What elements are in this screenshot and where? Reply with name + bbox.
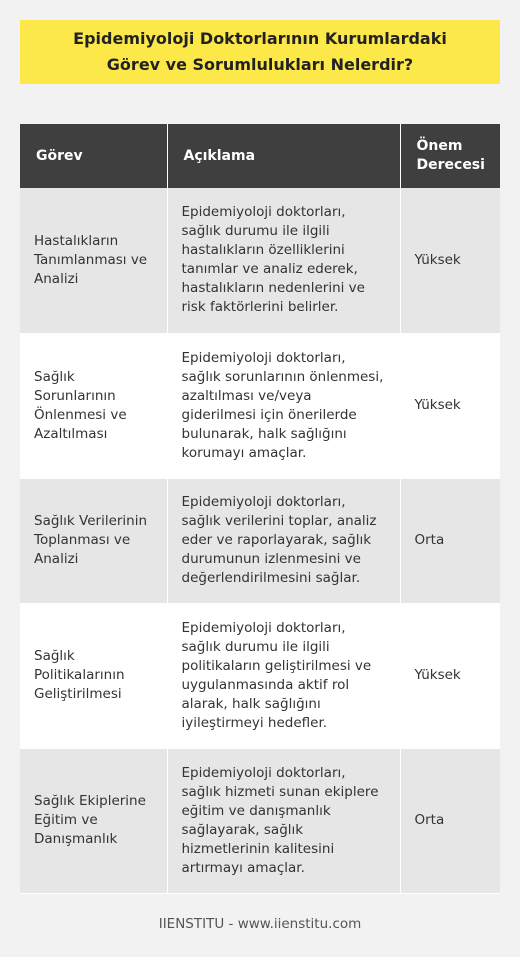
table-row bbox=[20, 333, 500, 478]
importance-cell: Yüksek bbox=[400, 333, 500, 478]
importance-cell: Yüksek bbox=[400, 188, 500, 333]
importance-cell: Yüksek bbox=[400, 603, 500, 748]
importance-cell: Orta bbox=[400, 748, 500, 893]
task-cell: Hastalıkların Tanımlanması ve Analizi bbox=[20, 188, 167, 333]
description-cell: Epidemiyoloji doktorları, sağlık sorunlarının önlenmesi, azaltılması ve/veya giderilmesi için önerilerde bulunarak, halk sağlığını korumayı amaçlar. bbox=[167, 333, 400, 478]
description-cell: Epidemiyoloji doktorları, sağlık verilerini toplar, analiz eder ve raporlayarak, sağlık durumunun izlenmesini ve değerlendirilmesini sağlar. bbox=[167, 478, 400, 603]
table-row bbox=[20, 748, 500, 893]
task-cell: Sağlık Sorunlarının Önlenmesi ve Azaltılması bbox=[20, 333, 167, 478]
table-row bbox=[20, 188, 500, 333]
task-cell: Sağlık Verilerinin Toplanması ve Analizi bbox=[20, 478, 167, 603]
duties-table bbox=[20, 124, 500, 894]
task-cell: Sağlık Ekiplerine Eğitim ve Danışmanlık bbox=[20, 748, 167, 893]
importance-cell: Orta bbox=[400, 478, 500, 603]
footer-credit: IIENSTITU - www.iienstitu.com bbox=[158, 916, 362, 932]
table-header-row bbox=[20, 124, 500, 188]
header-importance: Önem Derecesi bbox=[400, 124, 500, 188]
table-row bbox=[20, 603, 500, 748]
description-cell: Epidemiyoloji doktorları, sağlık hizmeti sunan ekiplere eğitim ve danışmanlık sağlayarak, sağlık hizmetlerinin kalitesini artırmayı amaçlar. bbox=[167, 748, 400, 893]
description-cell: Epidemiyoloji doktorları, sağlık durumu ile ilgili hastalıkların özelliklerini tanımlar ve analiz ederek, hastalıkların nedenlerini ve risk faktörlerini belirler. bbox=[167, 188, 400, 333]
page-title: Epidemiyoloji Doktorlarının Kurumlardaki Görev ve Sorumlulukları Nelerdir? bbox=[73, 29, 447, 74]
description-cell: Epidemiyoloji doktorları, sağlık durumu ile ilgili politikaların geliştirilmesi ve uygulanmasında aktif rol alarak, halk sağlığını iyileştirmeyi hedefler. bbox=[167, 603, 400, 748]
task-cell: Sağlık Politikalarının Geliştirilmesi bbox=[20, 603, 167, 748]
table-row bbox=[20, 478, 500, 603]
title-banner bbox=[20, 20, 500, 84]
header-description: Açıklama bbox=[167, 124, 400, 188]
header-task: Görev bbox=[20, 124, 167, 188]
